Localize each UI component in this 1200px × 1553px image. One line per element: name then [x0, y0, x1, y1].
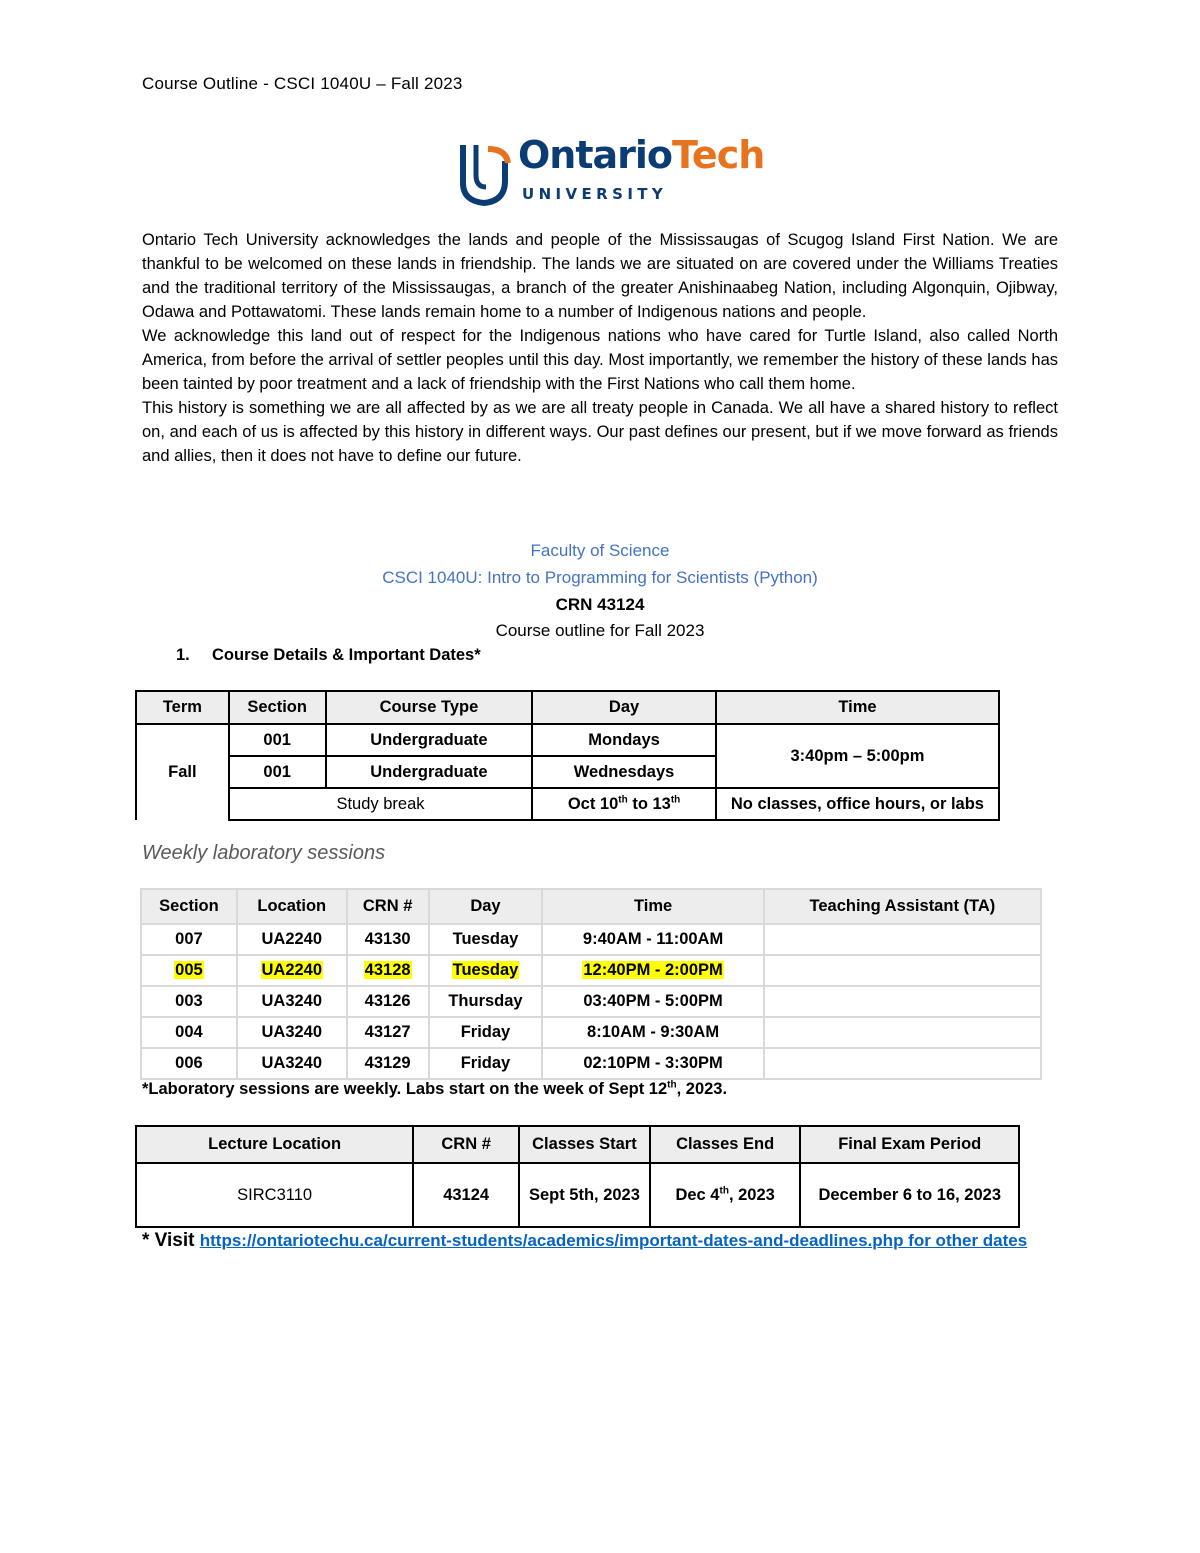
- lab-location-cell: UA3240: [237, 1048, 347, 1079]
- section-title: Course Details & Important Dates*: [212, 646, 481, 664]
- section-heading: [176, 646, 481, 665]
- day-cell: Mondays: [532, 724, 716, 756]
- lab-note-year: , 2023.: [676, 1080, 728, 1098]
- outline-term: Course outline for Fall 2023: [495, 621, 705, 640]
- visit-prefix: * Visit: [142, 1230, 200, 1251]
- lab-crn-cell: 43127: [347, 1017, 429, 1048]
- logo-word-university: UNIVERSITY: [522, 185, 668, 203]
- lecture-table: [135, 1125, 1020, 1228]
- column-header: Lecture Location: [136, 1126, 413, 1163]
- section-number: 1.: [176, 646, 190, 664]
- logo-word-tech: Tech: [672, 133, 765, 177]
- course-crn: CRN 43124: [555, 595, 645, 614]
- classes-end-day: Dec 4: [675, 1185, 720, 1204]
- land-ack-paragraph: Ontario Tech University acknowledges the lands and people of the Mississaugas of Scugog Island First Nation. We are thankful to be welcomed on these lands in friendship. The lands we are situated on are covered under the Williams Treaties and the traditional territory of the Mississaugas, a branch of the greater Anishinaabeg Nation, including Algonquin, Ojibway, Odawa and Pottawatomi. These lands remain home to a number of Indigenous nations and people.: [142, 231, 1058, 321]
- highlighted-text: 43128: [364, 961, 411, 979]
- column-header: Time: [716, 691, 999, 724]
- lab-note-text: *Laboratory sessions are weekly. Labs start on the week of Sept 12: [142, 1080, 668, 1098]
- classes-end-cell: [650, 1163, 801, 1227]
- lab-section-cell: [141, 955, 237, 986]
- study-break-day-end: to 13: [627, 794, 671, 813]
- column-header: Location: [237, 889, 347, 924]
- table-row: [141, 1017, 1041, 1048]
- column-header: Term: [136, 691, 229, 724]
- classes-end-year: , 2023: [728, 1185, 775, 1204]
- column-header: CRN #: [413, 1126, 519, 1163]
- university-logo: [458, 133, 765, 209]
- superscript: th: [719, 1185, 729, 1196]
- study-break-note: No classes, office hours, or labs: [716, 788, 999, 820]
- land-acknowledgement: [142, 228, 1058, 468]
- lab-section-cell: 006: [141, 1048, 237, 1079]
- study-break-day-start: Oct 10: [567, 794, 619, 813]
- table-header-row: [136, 691, 999, 724]
- highlighted-text: 12:40PM - 2:00PM: [583, 961, 723, 979]
- table-row: [136, 1163, 1019, 1227]
- table-header-row: [141, 889, 1041, 924]
- column-header: Course Type: [326, 691, 533, 724]
- column-header: Classes Start: [519, 1126, 650, 1163]
- column-header: Final Exam Period: [800, 1126, 1019, 1163]
- study-break-row: [136, 788, 999, 820]
- lab-section-cell: 004: [141, 1017, 237, 1048]
- lab-day-cell: [429, 955, 543, 986]
- lab-day-cell: Friday: [429, 1048, 543, 1079]
- lab-time-cell: 9:40AM - 11:00AM: [542, 924, 763, 955]
- time-cell: 3:40pm – 5:00pm: [716, 724, 999, 788]
- day-cell: Wednesdays: [532, 756, 716, 788]
- table-header-row: [136, 1126, 1019, 1163]
- table-row: [141, 986, 1041, 1017]
- course-details-table: [135, 690, 1000, 821]
- column-header: Section: [229, 691, 326, 724]
- lab-sessions-title: Weekly laboratory sessions: [142, 842, 386, 864]
- study-break-label: Study break: [229, 788, 532, 820]
- lab-ta-cell: [764, 1017, 1041, 1048]
- logo-wordmark: [518, 133, 764, 177]
- lab-location-cell: UA3240: [237, 1017, 347, 1048]
- highlighted-text: 005: [175, 961, 203, 979]
- section-cell: 001: [229, 756, 326, 788]
- lab-location-cell: UA2240: [237, 924, 347, 955]
- column-header: Teaching Assistant (TA): [764, 889, 1041, 924]
- course-type-cell: Undergraduate: [326, 756, 533, 788]
- course-type-cell: Undergraduate: [326, 724, 533, 756]
- visit-note: [142, 1230, 1027, 1252]
- lab-sessions-table: [140, 888, 1042, 1080]
- column-header: CRN #: [347, 889, 429, 924]
- course-title: CSCI 1040U: Intro to Programming for Scientists (Python): [382, 568, 818, 587]
- lab-ta-cell: [764, 924, 1041, 955]
- lab-day-cell: Friday: [429, 1017, 543, 1048]
- lab-crn-cell: 43126: [347, 986, 429, 1017]
- table-row: [141, 924, 1041, 955]
- highlighted-text: UA2240: [261, 961, 323, 979]
- column-header: Classes End: [650, 1126, 801, 1163]
- superscript: th: [670, 794, 681, 805]
- superscript: th: [618, 794, 628, 805]
- lab-section-cell: 007: [141, 924, 237, 955]
- lab-day-cell: Tuesday: [429, 924, 543, 955]
- lab-ta-cell: [764, 986, 1041, 1017]
- superscript: th: [667, 1079, 677, 1091]
- lecture-crn-cell: 43124: [413, 1163, 519, 1227]
- highlighted-text: Tuesday: [452, 961, 519, 979]
- lab-section-cell: 003: [141, 986, 237, 1017]
- column-header: Day: [429, 889, 543, 924]
- running-header: Course Outline - CSCI 1040U – Fall 2023: [142, 74, 463, 93]
- lab-crn-cell: 43130: [347, 924, 429, 955]
- lab-ta-cell: [764, 955, 1041, 986]
- logo-mark-icon: [458, 141, 514, 207]
- lab-ta-cell: [764, 1048, 1041, 1079]
- lab-note: [142, 1080, 727, 1099]
- land-ack-paragraph: We acknowledge this land out of respect for the Indigenous nations who have cared for Turtle Island, also called North America, from before the arrival of settler peoples until this day. Most importantly, we remember the history of these lands has been tainted by poor treatment and a lack of friendship with the First Nations who call them home.: [142, 327, 1058, 393]
- lab-crn-cell: [347, 955, 429, 986]
- column-header: Day: [532, 691, 716, 724]
- table-row-highlighted: [141, 955, 1041, 986]
- table-row: [141, 1048, 1041, 1079]
- lab-time-cell: 8:10AM - 9:30AM: [542, 1017, 763, 1048]
- term-cell: Fall: [136, 724, 229, 820]
- land-ack-paragraph: This history is something we are all affected by as we are all treaty people in Canada. We all have a shared history to reflect on, and each of us is affected by this history in different ways. Our past defines our present, but if we move forward as friends and allies, then it does not have to define our future.: [142, 399, 1058, 465]
- lecture-location-cell: SIRC3110: [136, 1163, 413, 1227]
- study-break-dates: [532, 788, 716, 820]
- classes-start-cell: Sept 5th, 2023: [519, 1163, 650, 1227]
- column-header: Section: [141, 889, 237, 924]
- faculty-name: Faculty of Science: [530, 541, 670, 560]
- lab-time-cell: 03:40PM - 5:00PM: [542, 986, 763, 1017]
- lab-crn-cell: 43129: [347, 1048, 429, 1079]
- logo-word-ontario: Ontario: [518, 133, 673, 177]
- lab-time-cell: [542, 955, 763, 986]
- section-cell: 001: [229, 724, 326, 756]
- table-row: [136, 724, 999, 756]
- lab-day-cell: Thursday: [429, 986, 543, 1017]
- column-header: Time: [542, 889, 763, 924]
- lab-location-cell: UA3240: [237, 986, 347, 1017]
- important-dates-link[interactable]: https://ontariotechu.ca/current-students/academics/important-dates-and-deadlines.php for other dates: [199, 1231, 1028, 1250]
- final-exam-cell: December 6 to 16, 2023: [800, 1163, 1019, 1227]
- lab-time-cell: 02:10PM - 3:30PM: [542, 1048, 763, 1079]
- lab-location-cell: [237, 955, 347, 986]
